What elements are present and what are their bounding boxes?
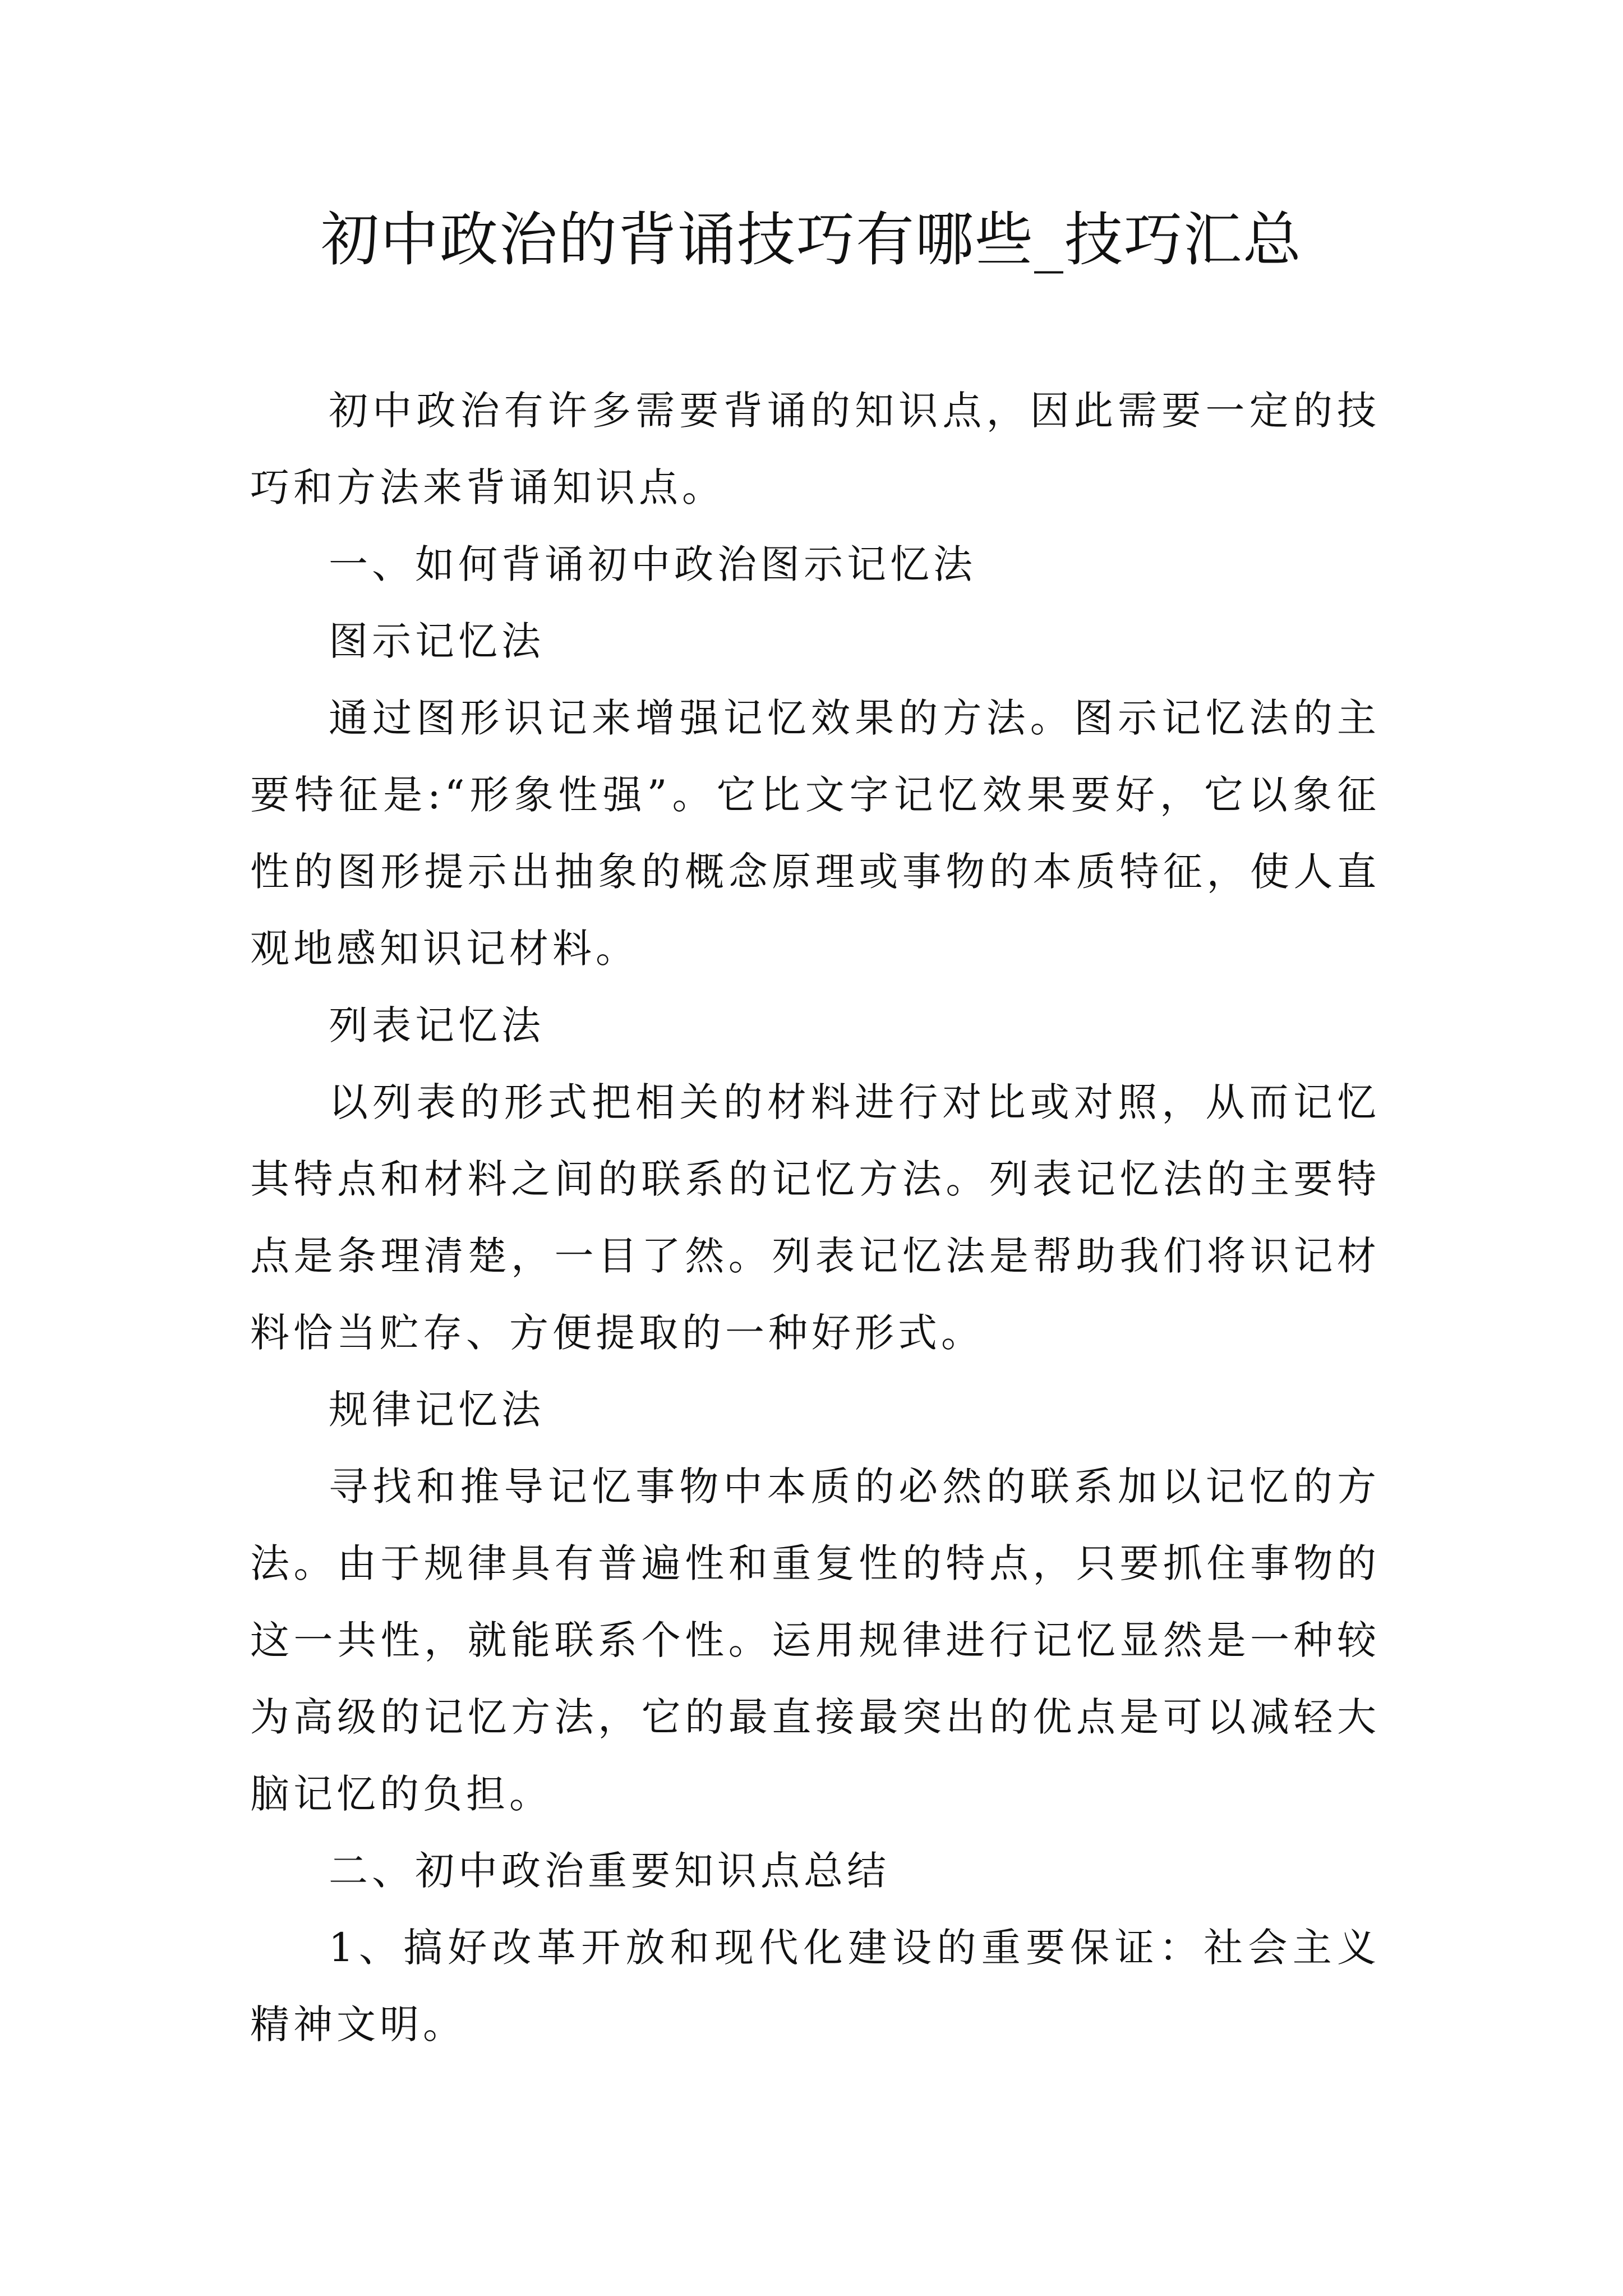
pattern-memory-paragraph: 寻找和推导记忆事物中本质的必然的联系加以记忆的方法。由于规律具有普遍性和重复性的特点，只要抓住事物的这一共性，就能联系个性。运用规律进行记忆显然是一种较为高级的记忆方法，它的最直接最突出的优点是可以减轻大脑记忆的负担。	[250, 1464, 1380, 1817]
subheading-diagram-memory: 图示记忆法	[329, 618, 545, 664]
section-heading-1: 一、如何背诵初中政治图示记忆法	[329, 541, 976, 587]
document-title: 初中政治的背诵技巧有哪些_技巧汇总	[320, 205, 1302, 274]
subheading-table-memory: 列表记忆法	[329, 1002, 545, 1048]
table-memory-paragraph: 以列表的形式把相关的材料进行对比或对照，从而记忆其特点和材料之间的联系的记忆方法。列表记忆法的主要特点是条理清楚，一目了然。列表记忆法是帮助我们将识记材料恰当贮存、方便提取的一种好形式。	[250, 1079, 1380, 1356]
knowledge-point-1: 1、搞好改革开放和现代化建设的重要保证：社会主义精神文明。	[250, 1925, 1380, 2047]
section-heading-2: 二、初中政治重要知识点总结	[329, 1848, 890, 1894]
diagram-memory-paragraph: 通过图形识记来增强记忆效果的方法。图示记忆法的主要特征是:“形象性强”。它比文字记忆效果要好，它以象征性的图形提示出抽象的概念原理或事物的本质特征，使人直观地感知识记材料。	[250, 695, 1380, 972]
intro-paragraph: 初中政治有许多需要背诵的知识点，因此需要一定的技巧和方法来背诵知识点。	[250, 388, 1380, 510]
subheading-pattern-memory: 规律记忆法	[329, 1387, 545, 1433]
document-body	[250, 372, 1380, 2063]
